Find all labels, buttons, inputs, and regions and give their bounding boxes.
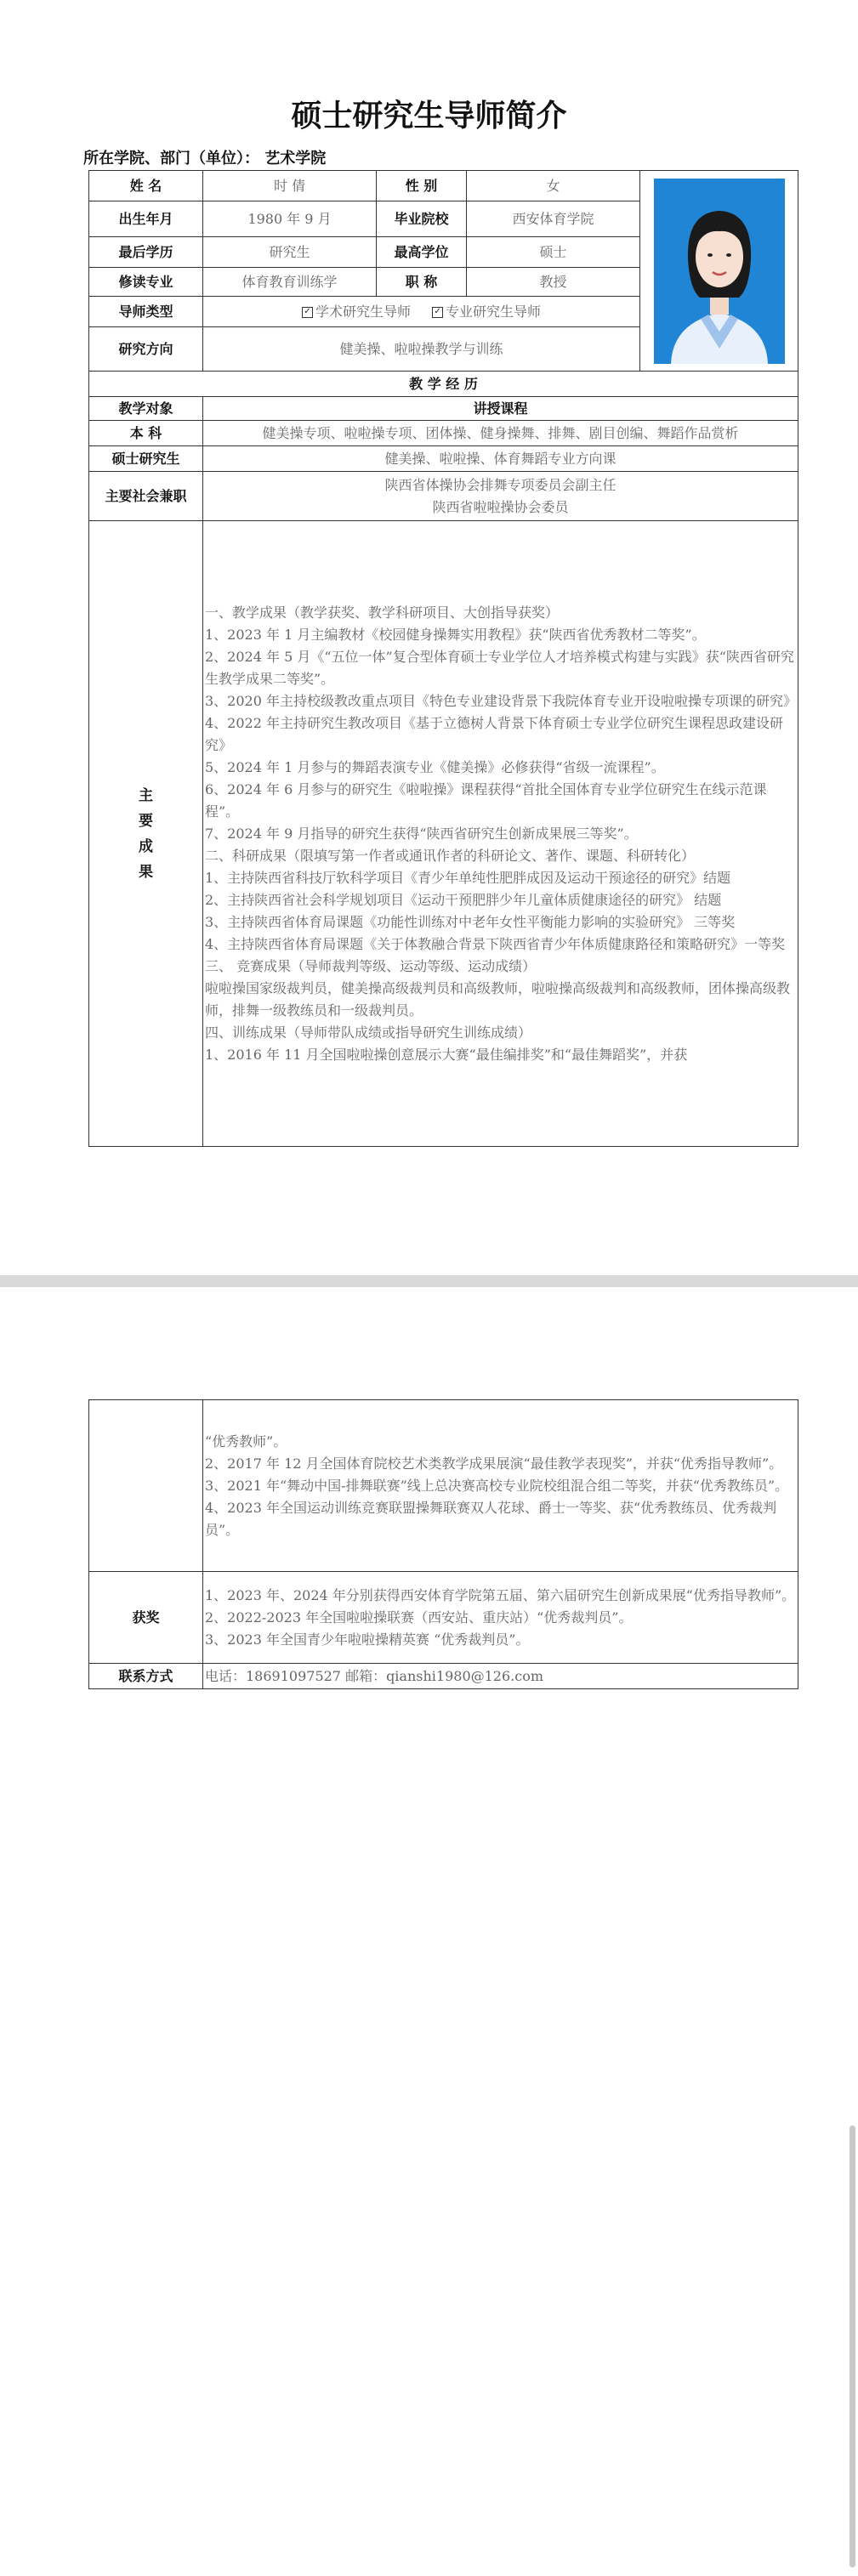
checkmark-icon: ✓ — [302, 307, 313, 318]
research-direction-label: 研究方向 — [89, 327, 203, 372]
award-line: 3、2023 年全国青少年啦啦操精英赛 “优秀裁判员”。 — [205, 1631, 530, 1648]
achievement-line: 6、2024 年 6 月参与的研究生《啦啦操》课程获得“首批全国体育专业学位研究生在线示范课程”。 — [205, 780, 767, 820]
achievements-label-char: 成 — [139, 837, 153, 855]
teaching-section-header: 教 学 经 历 — [89, 372, 798, 397]
undergrad-courses: 健美操专项、啦啦操专项、团体操、健身操舞、排舞、剧目创编、舞蹈作品赏析 — [203, 421, 798, 446]
major-value: 体育教育训练学 — [203, 268, 377, 297]
social-role-item: 陕西省体操协会排舞专项委员会副主任 — [384, 476, 617, 493]
award-line: 2、2022-2023 年全国啦啦操联赛（西安站、重庆站）“优秀裁判员”。 — [205, 1609, 633, 1626]
achievement-line: 3、主持陕西省体育局课题《功能性训练对中老年女性平衡能力影响的实验研究》 三等奖 — [205, 913, 736, 930]
job-title-label: 职 称 — [377, 268, 467, 297]
academic-type-label: 学术研究生导师 — [315, 303, 411, 320]
achievement-line: 2、2017 年 12 月全国体育院校艺术类教学成果展演“最佳教学表现奖”，并获“优秀指导教师”。 — [205, 1455, 783, 1472]
page-title: 硕士研究生导师简介 — [291, 99, 567, 133]
document-page-2 — [0, 1287, 858, 2576]
achievement-line: 4、2022 年主持研究生教改项目《基于立德树人背景下体育硕士专业学位研究生课程思政建设研究》 — [205, 714, 783, 753]
master-label: 硕士研究生 — [89, 446, 203, 472]
achievement-line: “优秀教师”。 — [205, 1433, 287, 1450]
awards-content — [203, 1572, 798, 1664]
achievement-line: 1、2023 年 1 月主编教材《校园健身操舞实用教程》获“陕西省优秀教材二等奖”。 — [205, 626, 706, 643]
supervisor-type-options — [203, 297, 640, 327]
achievement-line: 啦啦操国家级裁判员，健美操高级裁判员和高级教师，啦啦操高级裁判和高级教师，团体操高级教师，排舞一级教练员和一级裁判员。 — [205, 979, 791, 1018]
school-value: 西安体育学院 — [467, 201, 640, 237]
birth-label: 出生年月 — [89, 201, 203, 237]
gender-value: 女 — [467, 171, 640, 201]
job-title-value: 教授 — [467, 268, 640, 297]
social-role-item: 陕西省啦啦操协会委员 — [432, 498, 569, 515]
achievement-line: 3、2021 年“舞动中国-排舞联赛”线上总决赛高校专业院校组混合组二等奖，并获“优秀教练员”。 — [205, 1477, 789, 1494]
research-direction-value: 健美操、啦啦操教学与训练 — [203, 327, 640, 372]
name-label: 姓 名 — [89, 171, 203, 201]
teaching-object-label: 教学对象 — [89, 397, 203, 421]
social-roles — [203, 472, 798, 521]
achievements-continued-content — [203, 1400, 798, 1572]
award-line: 1、2023 年、2024 年分别获得西安体育学院第五届、第六届研究生创新成果展“优秀指导教师”。 — [205, 1586, 796, 1603]
achievements-label-char: 果 — [139, 863, 153, 881]
checkmark-icon: ✓ — [432, 307, 443, 318]
undergrad-label: 本 科 — [89, 421, 203, 446]
achievement-line: 四、训练成果（导师带队成绩或指导研究生训练成绩） — [205, 1024, 532, 1041]
awards-label: 获奖 — [89, 1572, 203, 1664]
degree-label: 最高学位 — [377, 237, 467, 268]
profile-table-continued — [88, 1399, 798, 1689]
master-courses: 健美操、啦啦操、体育舞蹈专业方向课 — [203, 446, 798, 472]
photo-cell — [640, 171, 798, 372]
achievement-line: 1、2016 年 11 月全国啦啦操创意展示大赛“最佳编排奖”和“最佳舞蹈奖”，并获 — [205, 1046, 688, 1063]
achievement-line: 一、教学成果（教学获奖、教学科研项目、大创指导获奖） — [205, 604, 560, 621]
page-separator — [0, 1275, 858, 1287]
supervisor-type-label: 导师类型 — [89, 297, 203, 327]
education-label: 最后学历 — [89, 237, 203, 268]
achievements-label — [89, 521, 203, 1147]
achievements-label-char: 要 — [139, 812, 153, 830]
achievement-line: 1、主持陕西省科技厅软科学项目《青少年单纯性肥胖成因及运动干预途径的研究》结题 — [205, 869, 731, 886]
achievements-label-char: 主 — [139, 786, 153, 804]
profile-table — [88, 170, 798, 1147]
school-label: 毕业院校 — [377, 201, 467, 237]
achievement-line: 7、2024 年 9 月指导的研究生获得“陕西省研究生创新成果展三等奖”。 — [205, 825, 638, 842]
achievement-line: 4、2023 年全国运动训练竞赛联盟操舞联赛双人花球、爵士一等奖、获“优秀教练员、优秀裁判员”。 — [205, 1499, 777, 1538]
professional-type-label: 专业研究生导师 — [446, 303, 542, 320]
contact-info: 电话：18691097527 邮箱：qianshi1980@126.com — [203, 1664, 798, 1689]
achievement-line: 2、主持陕西省社会科学规划项目《运动干预肥胖少年儿童体质健康途径的研究》 结题 — [205, 891, 722, 908]
achievements-content — [203, 521, 798, 1147]
social-roles-label: 主要社会兼职 — [89, 472, 203, 521]
gender-label: 性 别 — [377, 171, 467, 201]
contact-label: 联系方式 — [89, 1664, 203, 1689]
scrollbar-thumb[interactable] — [849, 2125, 855, 2567]
portrait-photo — [654, 179, 785, 364]
professional-type-checkbox — [432, 301, 541, 323]
achievement-line: 3、2020 年主持校级教改重点项目《特色专业建设背景下我院体育专业开设啦啦操专项课的研究》 — [205, 692, 797, 709]
achievement-line: 5、2024 年 1 月参与的舞蹈表演专业《健美操》必修获得“省级一流课程”。 — [205, 758, 665, 775]
achievements-continued-label — [89, 1400, 203, 1572]
academic-type-checkbox — [302, 301, 411, 323]
department-line: 所在学院、部门（单位）： 艺术学院 — [83, 150, 327, 167]
courses-label: 讲授课程 — [203, 397, 798, 421]
achievement-line: 4、主持陕西省体育局课题《关于体教融合背景下陕西省青少年体质健康路径和策略研究》一等奖 — [205, 935, 786, 952]
document-page-1 — [0, 0, 858, 1275]
birth-value: 1980 年 9 月 — [203, 201, 377, 237]
name-value: 时 倩 — [203, 171, 377, 201]
degree-value: 硕士 — [467, 237, 640, 268]
education-value: 研究生 — [203, 237, 377, 268]
achievement-line: 三、 竞赛成果（导师裁判等级、运动等级、运动成绩） — [205, 957, 537, 974]
achievement-line: 二、科研成果（限填写第一作者或通讯作者的科研论文、著作、课题、科研转化） — [205, 847, 696, 864]
achievement-line: 2、2024 年 5 月《“五位一体”复合型体育硕士专业学位人才培养模式构建与实践》获“陕西省研究生教学成果二等奖”。 — [205, 648, 794, 687]
major-label: 修读专业 — [89, 268, 203, 297]
